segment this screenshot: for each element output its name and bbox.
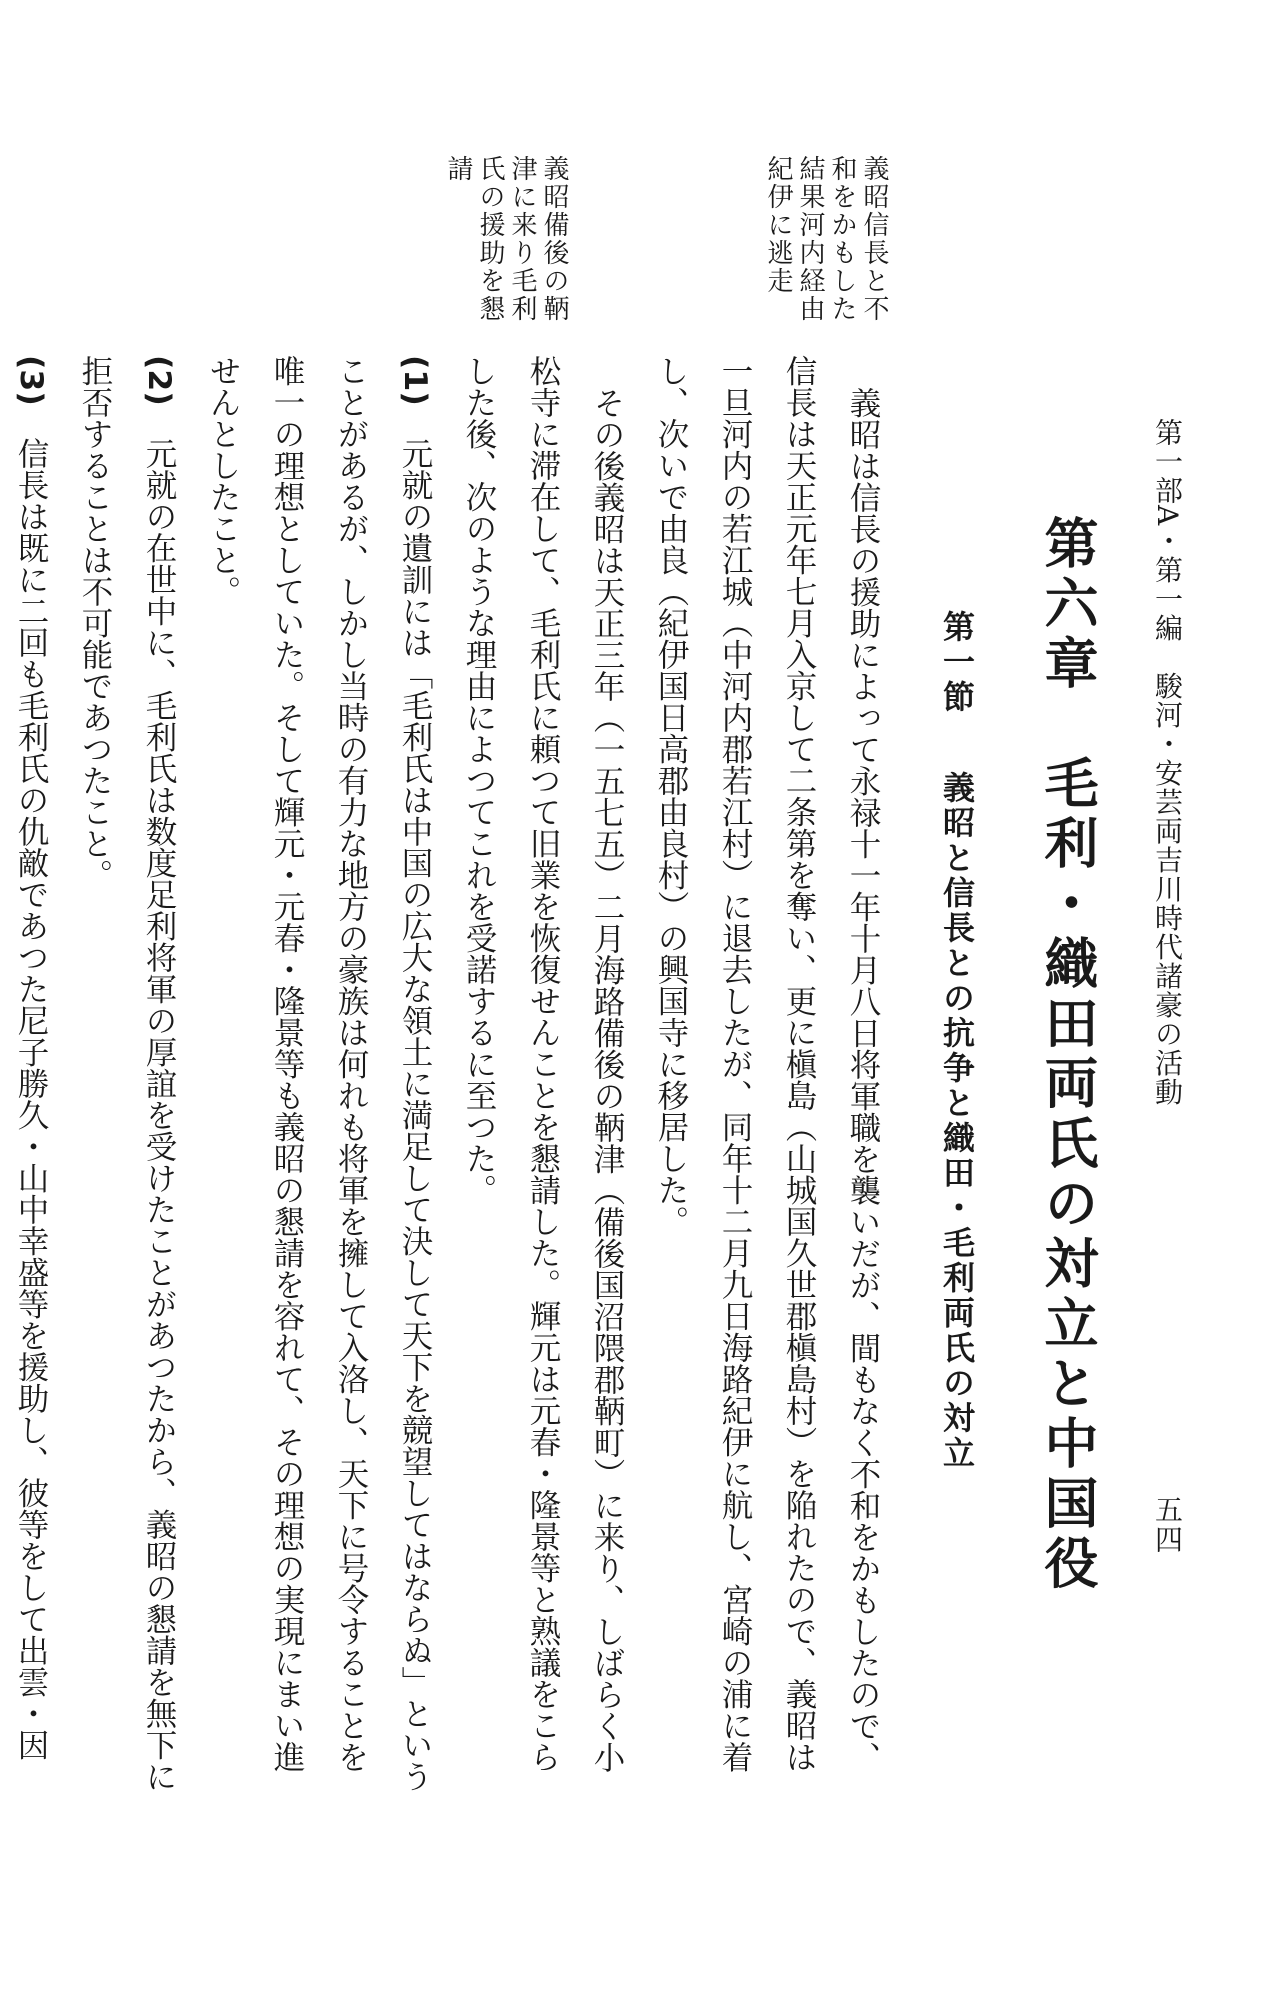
list-item	[63, 355, 191, 1795]
list-number: (3)	[13, 355, 49, 406]
chapter-heading	[1030, 515, 1107, 1595]
page-number: 五四	[1151, 1495, 1184, 1555]
list-number: (2)	[141, 355, 177, 406]
section-title: 義昭と信長との抗争と織田・毛利両氏の対立	[938, 771, 976, 1471]
list-text: 元就の在世中に、毛利氏は数度足利将軍の厚誼を受けたことがあつたから、義昭の懇請を無下に拒否することは不可能であつたこと。	[77, 355, 177, 1792]
list-item	[191, 355, 447, 1795]
margin-note-1: 義昭信長と不和をかもした結果河内経由紀伊に逃走	[763, 155, 889, 323]
list-item	[0, 355, 63, 1795]
paragraph: 義昭は信長の援助によって永禄十一年十月八日将軍職を襲いだが、間もなく不和をかもしたので、信長は天正元年七月入京して二条第を奪い、更に槇島（山城国久世郡槇島村）を陥れたので、義昭は一旦河内の若江城（中河内郡若江村）に退去したが、同年十二月九日海路紀伊に航し、宮崎の浦に着し、次いで由良（紀伊国日高郡由良村）の興国寺に移居した。	[653, 355, 881, 1773]
section-label: 第一節	[938, 610, 976, 715]
list-text: 元就の遺訓には「毛利氏は中国の広大な領土に満足して決して天下を競望してはならぬ」ということがあるが、しかし当時の有力な地方の豪族は何れも将軍を擁して入洛し、天下に号令することを唯一の理想としていた。そして輝元・元春・隆景等も義昭の懇請を容れて、その理想の実現にまい進せんとしたこと。	[205, 355, 433, 1792]
list-text: 信長は既に二回も毛利氏の仇敵であつた尼子勝久・山中幸盛等を援助し、彼等をして出雲・因	[13, 437, 49, 1761]
section-heading	[934, 610, 980, 1471]
body-text	[0, 355, 895, 1795]
chapter-title: 毛利・織田両氏の対立と中国役	[1036, 755, 1100, 1595]
margin-note-2: 義昭備後の鞆津に来り毛利氏の援助を懇請	[443, 155, 569, 323]
paragraph: その後義昭は天正三年（一五七五）二月海路備後の鞆津（備後国沼隈郡鞆町）に来り、しばらく小松寺に滞在して、毛利氏に頼つて旧業を恢復せんことを懇請した。輝元は元春・隆景等と熟議をこらした後、次のような理由によつてこれを受諾するに至つた。	[461, 355, 625, 1773]
list-number: (1)	[397, 355, 433, 406]
chapter-label: 第六章	[1036, 515, 1100, 695]
running-head: 第一部A・第一編 駿河・安芸両吉川時代諸豪の活動	[1151, 418, 1184, 1107]
